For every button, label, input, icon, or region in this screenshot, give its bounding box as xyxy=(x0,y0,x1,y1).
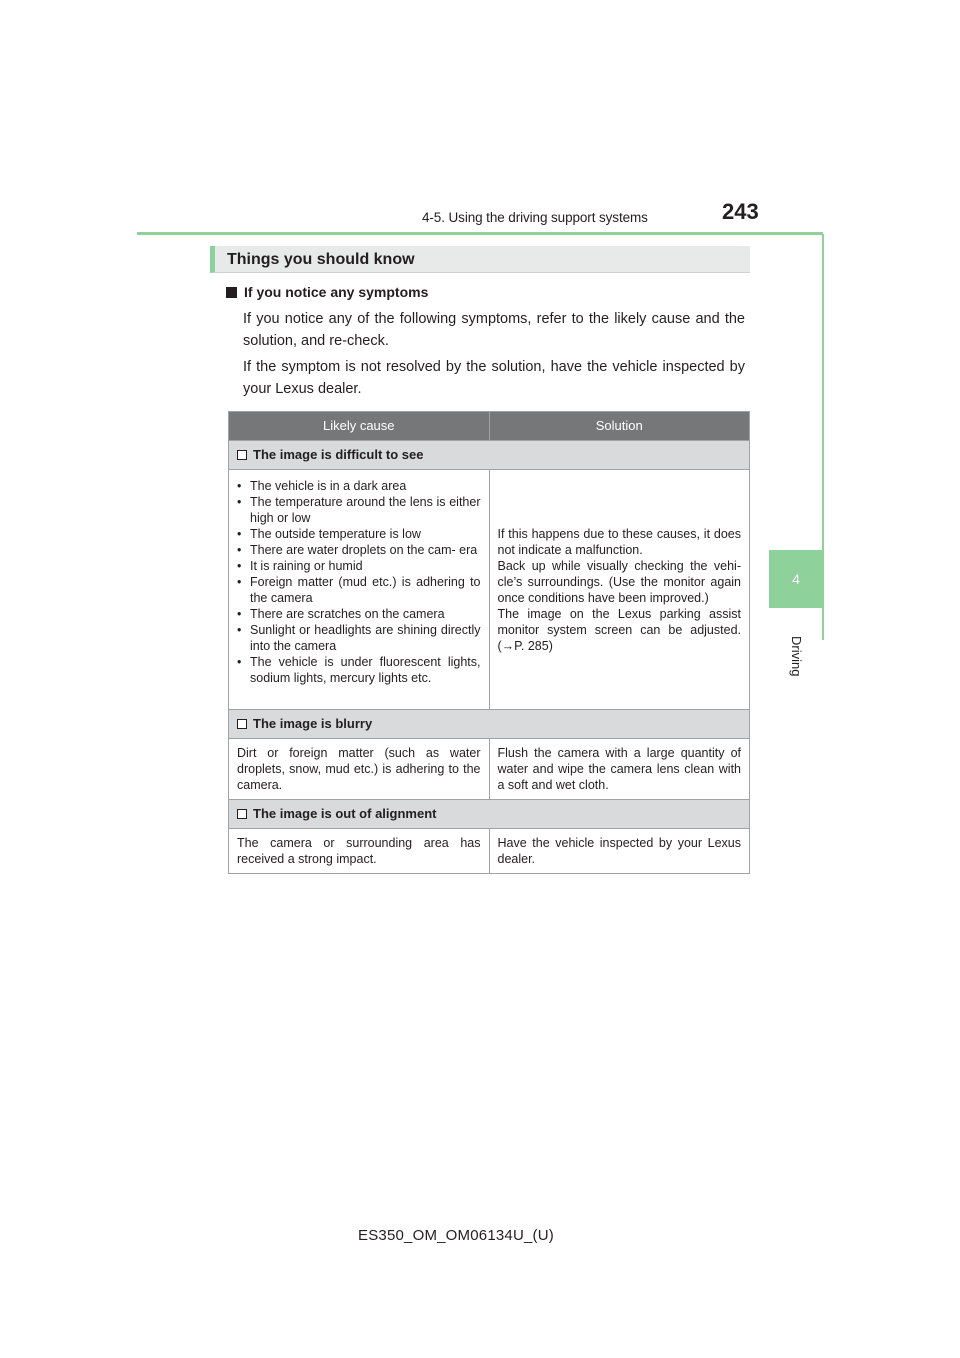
knowledge-box-header xyxy=(210,246,750,273)
symptom-table xyxy=(228,411,750,874)
table-row xyxy=(229,829,750,874)
list-item: • The temperature around the lens is either high or low xyxy=(237,494,481,526)
symptoms-heading xyxy=(226,284,428,300)
knowledge-box-title: Things you should know xyxy=(227,251,415,268)
cause-cell: Dirt or foreign matter (such as water droplets, snow, mud etc.) is adhering to the camera. xyxy=(229,739,490,800)
group-row xyxy=(229,800,750,829)
column-header-solution: Solution xyxy=(489,412,750,441)
group-title-cell xyxy=(229,710,750,739)
solution-line: The image on the Lexus parking assist monitor system screen can be adjusted. (→P. 285) xyxy=(497,606,741,653)
column-header-cause: Likely cause xyxy=(229,412,490,441)
symptoms-heading-text: If you notice any symptoms xyxy=(244,284,429,300)
list-item: • Foreign matter (mud etc.) is adhering to the camera xyxy=(237,574,481,606)
checkbox-icon xyxy=(237,450,247,460)
square-bullet-icon xyxy=(226,287,237,298)
list-item: • The outside temperature is low xyxy=(237,526,481,542)
cause-list xyxy=(237,478,481,686)
cause-cell xyxy=(229,470,490,710)
symptoms-paragraph-1: If you notice any of the following symptoms, refer to the likely cause and the solution, and re-check. xyxy=(243,311,745,349)
list-item: • There are water droplets on the cam- era xyxy=(237,542,481,558)
header-divider xyxy=(137,232,823,235)
chapter-label xyxy=(766,618,826,678)
group-title: The image is out of alignment xyxy=(253,806,437,821)
solution-cell xyxy=(489,470,750,710)
symptoms-paragraph-2: If the symptom is not resolved by the solution, have the vehicle inspected by your Lexus dealer. xyxy=(243,359,745,397)
group-title-cell xyxy=(229,441,750,470)
table-row xyxy=(229,470,750,710)
checkbox-icon xyxy=(237,719,247,729)
checkbox-icon xyxy=(237,809,247,819)
list-item: • The vehicle is under fluorescent lights, sodium lights, mercury lights etc. xyxy=(237,654,481,686)
group-row xyxy=(229,710,750,739)
group-row xyxy=(229,441,750,470)
solution-cell: Have the vehicle inspected by your Lexus dealer. xyxy=(489,829,750,874)
table-row xyxy=(229,739,750,800)
list-item: • The vehicle is in a dark area xyxy=(237,478,481,494)
table-header-row xyxy=(229,412,750,441)
document-code: ES350_OM_OM06134U_(U) xyxy=(358,1227,554,1244)
group-title: The image is blurry xyxy=(253,716,373,731)
page-number: 243 xyxy=(722,199,759,224)
chapter-tab: 4 xyxy=(769,550,823,608)
chapter-label-text: Driving xyxy=(789,636,804,677)
solution-cell: Flush the camera with a large quantity of water and wipe the camera lens clean with a soft and wet cloth. xyxy=(489,739,750,800)
group-title: The image is difficult to see xyxy=(253,447,424,462)
header-section-title: 4-5. Using the driving support systems xyxy=(422,210,648,225)
solution-line: If this happens due to these causes, it does not indicate a malfunction. xyxy=(497,526,741,557)
list-item: • There are scratches on the camera xyxy=(237,606,481,622)
group-title-cell xyxy=(229,800,750,829)
list-item: • It is raining or humid xyxy=(237,558,481,574)
solution-line: Back up while visually checking the vehi- cle’s surroundings. (Use the monitor again once conditions have been improved.) xyxy=(497,558,741,605)
cause-cell: The camera or surrounding area has received a strong impact. xyxy=(229,829,490,874)
list-item: • Sunlight or headlights are shining directly into the camera xyxy=(237,622,481,654)
